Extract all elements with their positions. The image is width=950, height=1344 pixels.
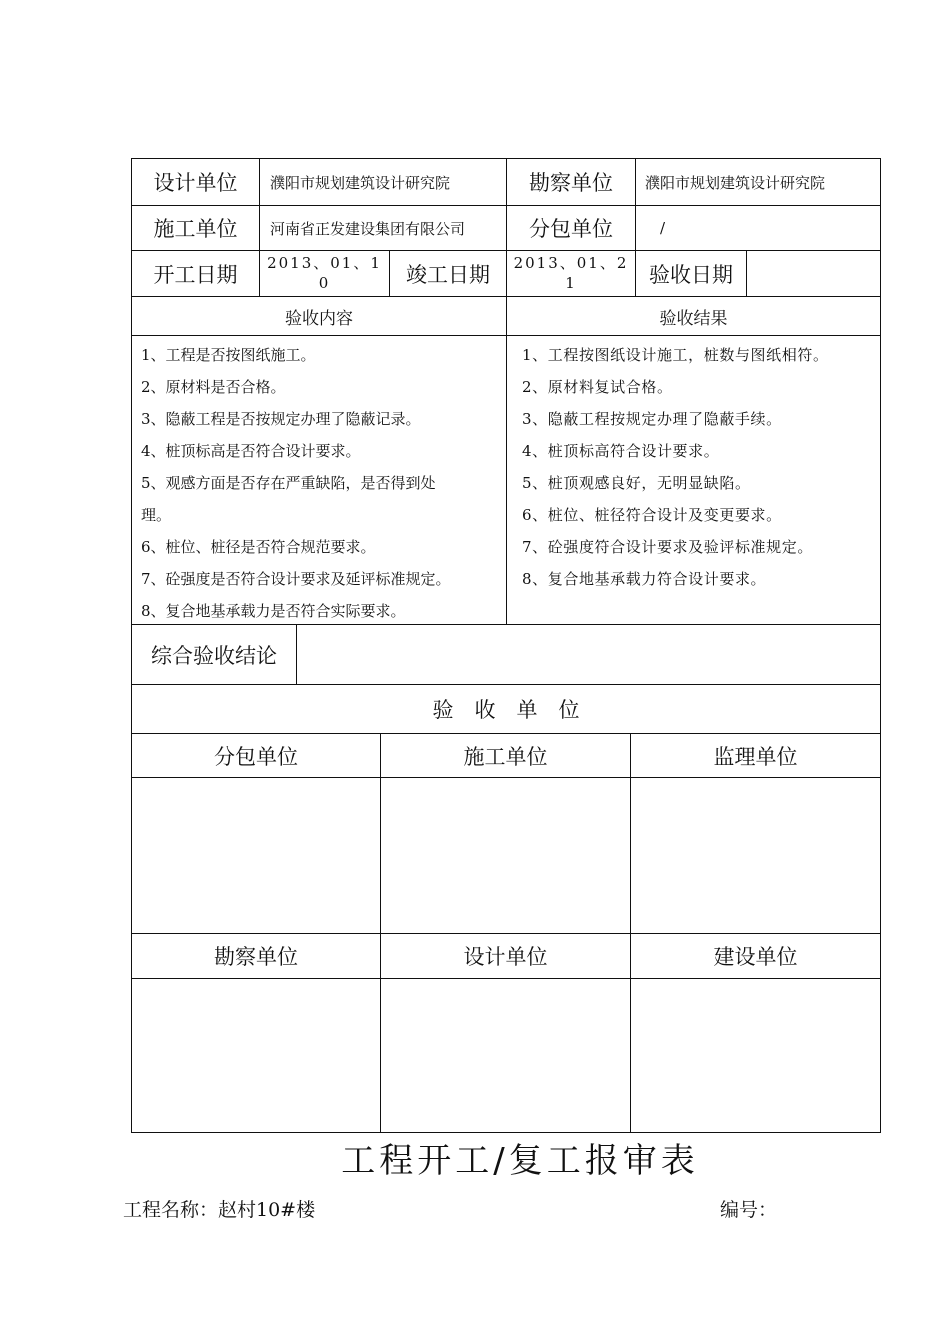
- content-item: 8、复合地基承载力是否符合实际要求。: [141, 602, 406, 620]
- content-header: 验收内容: [285, 308, 353, 329]
- col-divider: [296, 624, 297, 684]
- content-item: 7、砼强度是否符合设计要求及延评标准规定。: [141, 570, 451, 588]
- result-list: [522, 339, 878, 595]
- content-item: 5、观感方面是否存在严重缺陷，是否得到处: [141, 474, 436, 492]
- result-item: 2、原材料复试合格。: [522, 378, 673, 396]
- subcontract-unit-value: /: [660, 219, 666, 237]
- construction-unit-value: 河南省正发建设集团有限公司: [270, 219, 466, 238]
- design-unit-value: 濮阳市规划建筑设计研究院: [270, 173, 451, 192]
- table-right-border: [880, 158, 881, 1133]
- finish-date-label: 竣工日期: [406, 262, 490, 287]
- result-item: 1、工程按图纸设计施工，桩数与图纸相符。: [522, 346, 829, 364]
- signature-section-title: 验 收 单 位: [432, 698, 580, 722]
- result-header: 验收结果: [659, 308, 728, 329]
- sign-design-box: [381, 979, 630, 1132]
- sign-supervisor-label: 监理单位: [713, 744, 798, 769]
- content-item: 2、原材料是否合格。: [141, 378, 286, 396]
- survey-unit-value: 濮阳市规划建筑设计研究院: [645, 173, 826, 192]
- finish-date-line2: 1: [565, 274, 577, 292]
- subcontract-unit-label: 分包单位: [529, 217, 613, 241]
- sign-owner-label: 建设单位: [713, 945, 798, 969]
- finish-date-value: [507, 253, 635, 293]
- next-form-title: 工程开工/复工报审表: [341, 1140, 699, 1181]
- sign-subcontractor-label: 分包单位: [214, 744, 298, 769]
- survey-unit-label: 勘察单位: [529, 171, 613, 195]
- content-item: 3、隐蔽工程是否按规定办理了隐蔽记录。: [141, 410, 421, 428]
- content-list: [141, 339, 503, 627]
- conclusion-value: [305, 625, 880, 684]
- start-date-line2: 0: [318, 274, 331, 292]
- sign-design-label: 设计单位: [463, 945, 548, 969]
- sign-survey-box: [132, 979, 380, 1132]
- acceptance-date-label: 验收日期: [649, 262, 733, 287]
- number-label: 编号：: [720, 1198, 778, 1221]
- content-item: 理。: [141, 506, 172, 524]
- result-item: 5、桩顶观感良好，无明显缺陷。: [522, 474, 751, 492]
- result-item: 4、桩顶标高符合设计要求。: [522, 442, 720, 460]
- construction-unit-label: 施工单位: [153, 217, 238, 241]
- design-unit-label: 设计单位: [153, 171, 238, 195]
- result-item: 3、隐蔽工程按规定办理了隐蔽手续。: [522, 410, 782, 428]
- col-divider: [746, 250, 747, 296]
- acceptance-date-value: [750, 251, 880, 296]
- content-item: 6、桩位、桩径是否符合规范要求。: [141, 538, 376, 556]
- project-name: 工程名称：赵村10#楼: [123, 1198, 316, 1221]
- result-item: 6、桩位、桩径符合设计及变更要求。: [522, 506, 782, 524]
- content-item: 1、工程是否按图纸施工。: [141, 346, 316, 364]
- sign-constructor-box: [381, 778, 630, 933]
- sign-owner-box: [631, 979, 880, 1132]
- start-date-line1: 2013、01、1: [267, 254, 382, 272]
- conclusion-label: 综合验收结论: [151, 643, 277, 668]
- start-date-value: [260, 253, 389, 293]
- sign-survey-label: 勘察单位: [214, 945, 298, 969]
- sign-supervisor-box: [631, 778, 880, 933]
- sign-constructor-label: 施工单位: [463, 744, 548, 769]
- start-date-label: 开工日期: [153, 262, 238, 287]
- sign-subcontractor-box: [132, 778, 380, 933]
- result-item: 7、砼强度符合设计要求及验评标准规定。: [522, 538, 813, 556]
- result-item: 8、复合地基承载力符合设计要求。: [522, 570, 767, 588]
- content-item: 4、桩顶标高是否符合设计要求。: [141, 442, 361, 460]
- finish-date-line1: 2013、01、2: [513, 254, 629, 272]
